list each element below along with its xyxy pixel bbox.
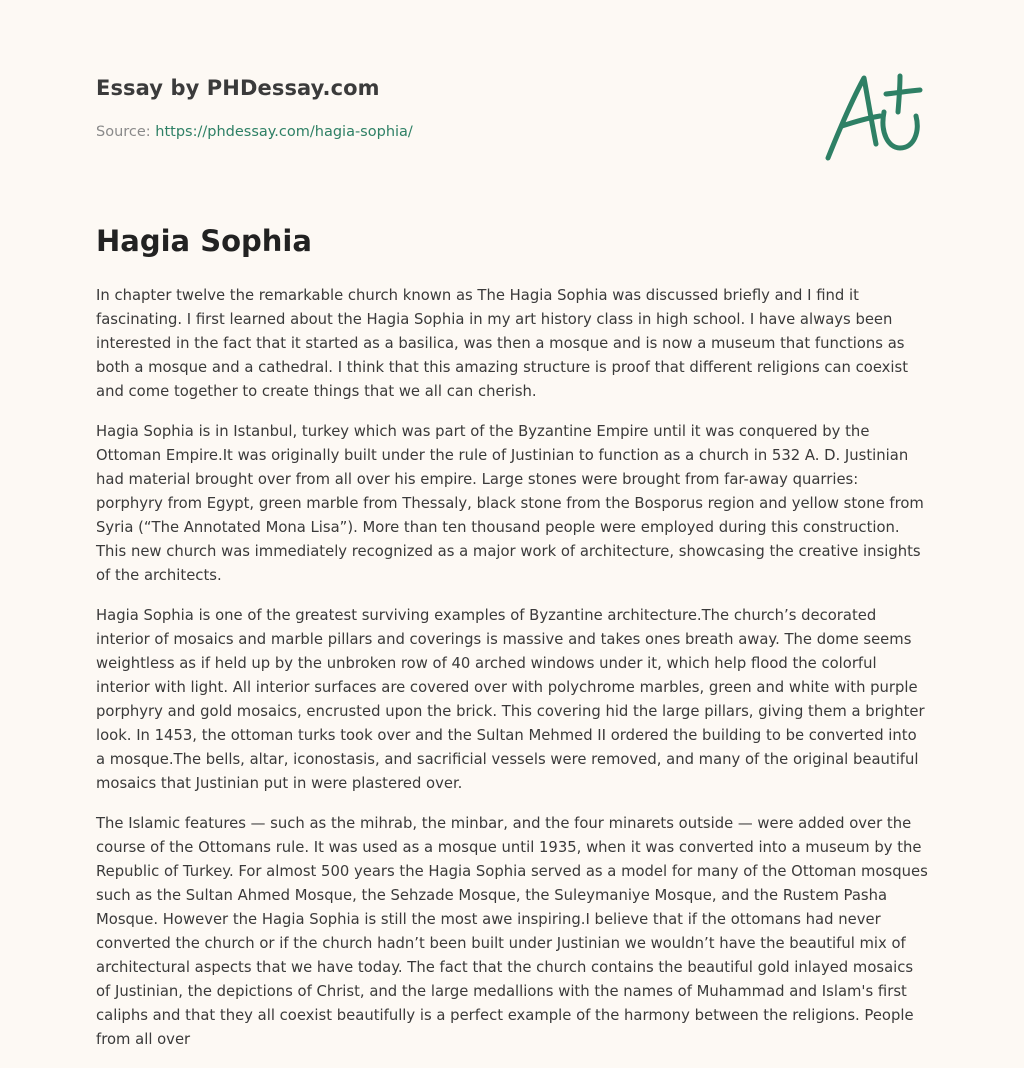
- essay-title: Hagia Sophia: [96, 224, 312, 258]
- essay-paragraph: Hagia Sophia is in Istanbul, turkey which was part of the Byzantine Empire until it was conquered by the Ottoman Empire.It was originally built under the rule of Justinian to function as a church in 532 A. D. Justinian had material brought over from all over his empire. Large stones were brought from far-away quarries: porphyry from Egypt, green marble from Thessaly, black stone from the Bosporus region and yellow stone from Syria (“The Annotated Mona Lisa”). More than ten thousand people were employed during this construction. This new church was immediately recognized as a major work of architecture, showcasing the creative insights of the architects.: [96, 423, 924, 584]
- a-plus-grade-logo-icon: [822, 66, 926, 166]
- source-line: [96, 124, 413, 140]
- source-link[interactable]: https://phdessay.com/hagia-sophia/: [155, 124, 413, 140]
- source-label: Source:: [96, 124, 156, 140]
- essay-paragraph: In chapter twelve the remarkable church known as The Hagia Sophia was discussed briefly and I find it fascinating. I first learned about the Hagia Sophia in my art history class in high school. I have always been interested in the fact that it started as a basilica, was then a mosque and is now a museum that functions as both a mosque and a cathedral. I think that this amazing structure is proof that different religions can coexist and come together to create things that we all can cherish.: [96, 287, 909, 400]
- site-brand: Essay by PHDessay.com: [96, 76, 380, 100]
- essay-body: [96, 284, 928, 1068]
- essay-paragraph: The Islamic features — such as the mihrab, the minbar, and the four minarets outside — were added over the course of the Ottomans rule. It was used as a mosque until 1935, when it was converted into a museum by the Republic of Turkey. For almost 500 years the Hagia Sophia served as a model for many of the Ottoman mosques such as the Sultan Ahmed Mosque, the Sehzade Mosque, the Suleymaniye Mosque, and the Rustem Pasha Mosque. However the Hagia Sophia is still the most awe inspiring.I believe that if the ottomans had never converted the church or if the church hadn’t been built under Justinian we wouldn’t have the beautiful mix of architectural aspects that we have today. The fact that the church contains the beautiful gold inlayed mosaics of Justinian, the depictions of Christ, and the large medallions with the names of Muhammad and Islam's first caliphs and that they all coexist beautifully is a perfect example of the harmony between the religions. People from all over: [96, 815, 928, 1048]
- essay-paragraph: Hagia Sophia is one of the greatest surviving examples of Byzantine architecture.The church’s decorated interior of mosaics and marble pillars and coverings is massive and takes ones breath away. The dome seems weightless as if held up by the unbroken row of 40 arched windows under it, which help flood the colorful interior with light. All interior surfaces are covered over with polychrome marbles, green and white with purple porphyry and gold mosaics, encrusted upon the brick. This covering hid the large pillars, giving them a brighter look. In 1453, the ottoman turks took over and the Sultan Mehmed II ordered the building to be converted into a mosque.The bells, altar, iconostasis, and sacrificial vessels were removed, and many of the original beautiful mosaics that Justinian put in were plastered over.: [96, 607, 925, 792]
